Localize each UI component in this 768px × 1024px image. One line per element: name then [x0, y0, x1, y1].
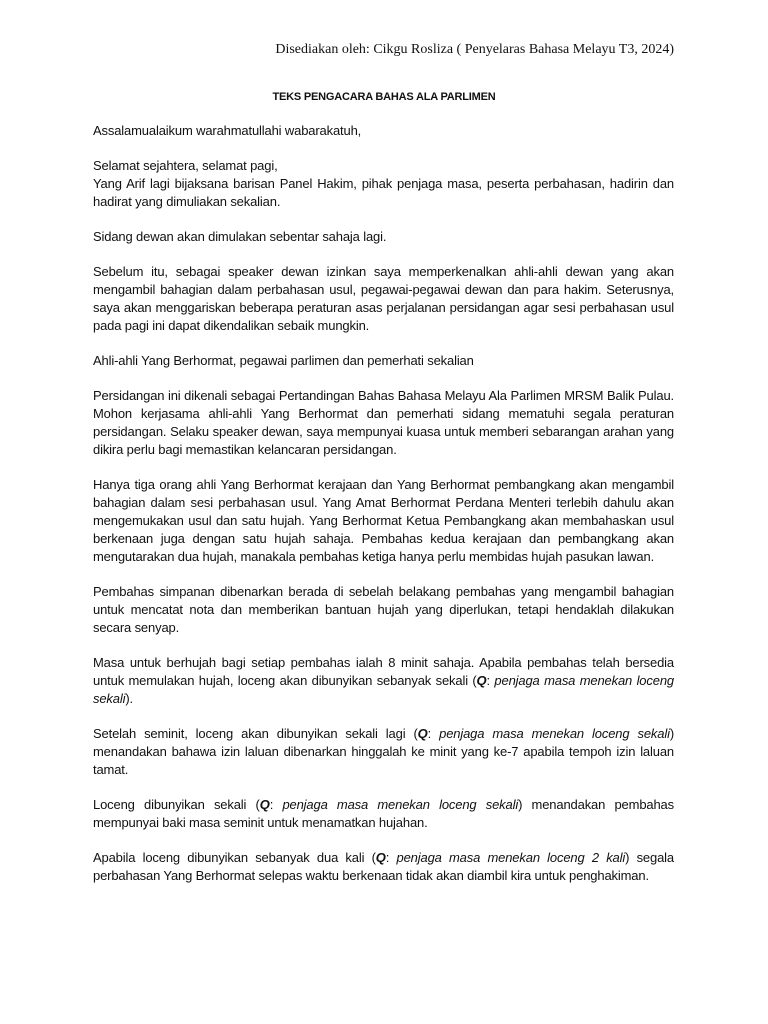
audience-line: Yang Arif lagi bijaksana barisan Panel Hakim, pihak penjaga masa, peserta perbahasan, hadirin dan hadirat yang dimuliakan sekalian.: [93, 176, 674, 209]
session-start-paragraph: Sidang dewan akan dimulakan sebentar sahaja lagi.: [93, 229, 387, 244]
document-title: TEKS PENGACARA BAHAS ALA PARLIMEN: [272, 91, 496, 103]
introduction-paragraph: Sebelum itu, sebagai speaker dewan izinkan saya memperkenalkan ahli-ahli dewan yang akan mengambil bahagian dalam perbahasan usul, pegawai-pegawai dewan dan para hakim. Seterusnya, saya akan menggariskan beberapa peraturan asas perjalanan persidangan agar sesi perbahasan usul pada pagi ini dapat dikendalikan sebaik mungkin.: [93, 264, 674, 333]
text-segment: ) segala perbahasan Yang Berhormat selepas waktu berkenaan tidak akan diambil kira untuk penghakiman.: [93, 850, 674, 883]
cue-marker: Q: [375, 850, 386, 865]
cue-marker: Q: [417, 726, 428, 741]
address-paragraph: Ahli-ahli Yang Berhormat, pegawai parlimen dan pemerhati sekalian: [93, 353, 474, 368]
timekeeper-cue: penjaga masa menekan loceng sekali: [282, 797, 519, 812]
text-segment: Setelah seminit, loceng akan dibunyikan sekali lagi (: [93, 726, 418, 741]
time-rule-paragraph: [93, 654, 674, 708]
timekeeper-cue: penjaga masa menekan loceng sekali: [93, 673, 674, 706]
timekeeper-cue: penjaga masa menekan loceng sekali: [439, 726, 670, 741]
text-segment: :: [486, 673, 495, 688]
text-segment: Apabila loceng dibunyikan sebanyak dua kali (: [93, 850, 376, 865]
competition-paragraph: Persidangan ini dikenali sebagai Pertandingan Bahas Bahasa Melayu Ala Parlimen MRSM Balik Pulau. Mohon kerjasama ahli-ahli Yang Berhormat dan pemerhati sidang mematuhi segala peraturan persidangan. Selaku speaker dewan, saya mempunyai kuasa untuk memberi sebarangan arahan yang dikira perlu bagi memastikan kelancaran persidangan.: [93, 388, 674, 457]
cue-marker: Q: [476, 673, 487, 688]
greeting-paragraph: Assalamualaikum warahmatullahi wabarakatuh,: [93, 123, 362, 138]
debaters-paragraph: Hanya tiga orang ahli Yang Berhormat kerajaan dan Yang Berhormat pembangkang akan mengambil bahagian dalam sesi perbahasan usul. Yang Amat Berhormat Perdana Menteri terlebih dahulu akan mengemukakan usul dan satu hujah. Yang Berhormat Ketua Pembangkang akan membahaskan usul berkenaan juga dengan satu hujah sahaja. Pembahas kedua kerajaan dan pembangkang akan mengutarakan dua hujah, manakala pembahas ketiga hanya perlu membidas hujah pasukan lawan.: [93, 477, 674, 564]
prepared-by-line: Disediakan oleh: Cikgu Rosliza ( Penyelaras Bahasa Melayu T3, 2024): [275, 42, 674, 57]
timekeeper-cue: penjaga masa menekan loceng 2 kali: [396, 850, 626, 865]
time-up-paragraph: [93, 849, 674, 885]
text-segment: :: [269, 797, 283, 812]
point-of-information-paragraph: [93, 725, 674, 779]
reserve-debaters-paragraph: Pembahas simpanan dibenarkan berada di sebelah belakang pembahas yang mengambil bahagian untuk mencatat nota dan memberikan bantuan hujah yang diperlukan, tetapi hendaklah dilakukan secara senyap.: [93, 584, 674, 635]
text-segment: ).: [125, 691, 133, 706]
text-segment: Loceng dibunyikan sekali (: [93, 797, 260, 812]
text-segment: Masa untuk berhujah bagi setiap pembahas ialah 8 minit sahaja. Apabila pembahas telah bersedia untuk memulakan hujah, loceng akan dibunyikan sebanyak sekali (: [93, 655, 674, 688]
text-segment: :: [385, 850, 397, 865]
text-segment: :: [427, 726, 440, 741]
salutation-line: Selamat sejahtera, selamat pagi,: [93, 158, 278, 173]
text-segment: ) menandakan bahawa izin laluan dibenarkan hinggalah ke minit yang ke-7 apabila tempoh izin laluan tamat.: [93, 726, 674, 777]
text-segment: ) menandakan pembahas mempunyai baki masa seminit untuk menamatkan hujahan.: [93, 797, 674, 830]
salutation-paragraph: [93, 157, 674, 211]
cue-marker: Q: [259, 797, 270, 812]
final-minute-paragraph: [93, 796, 674, 832]
document-body: [93, 122, 674, 902]
